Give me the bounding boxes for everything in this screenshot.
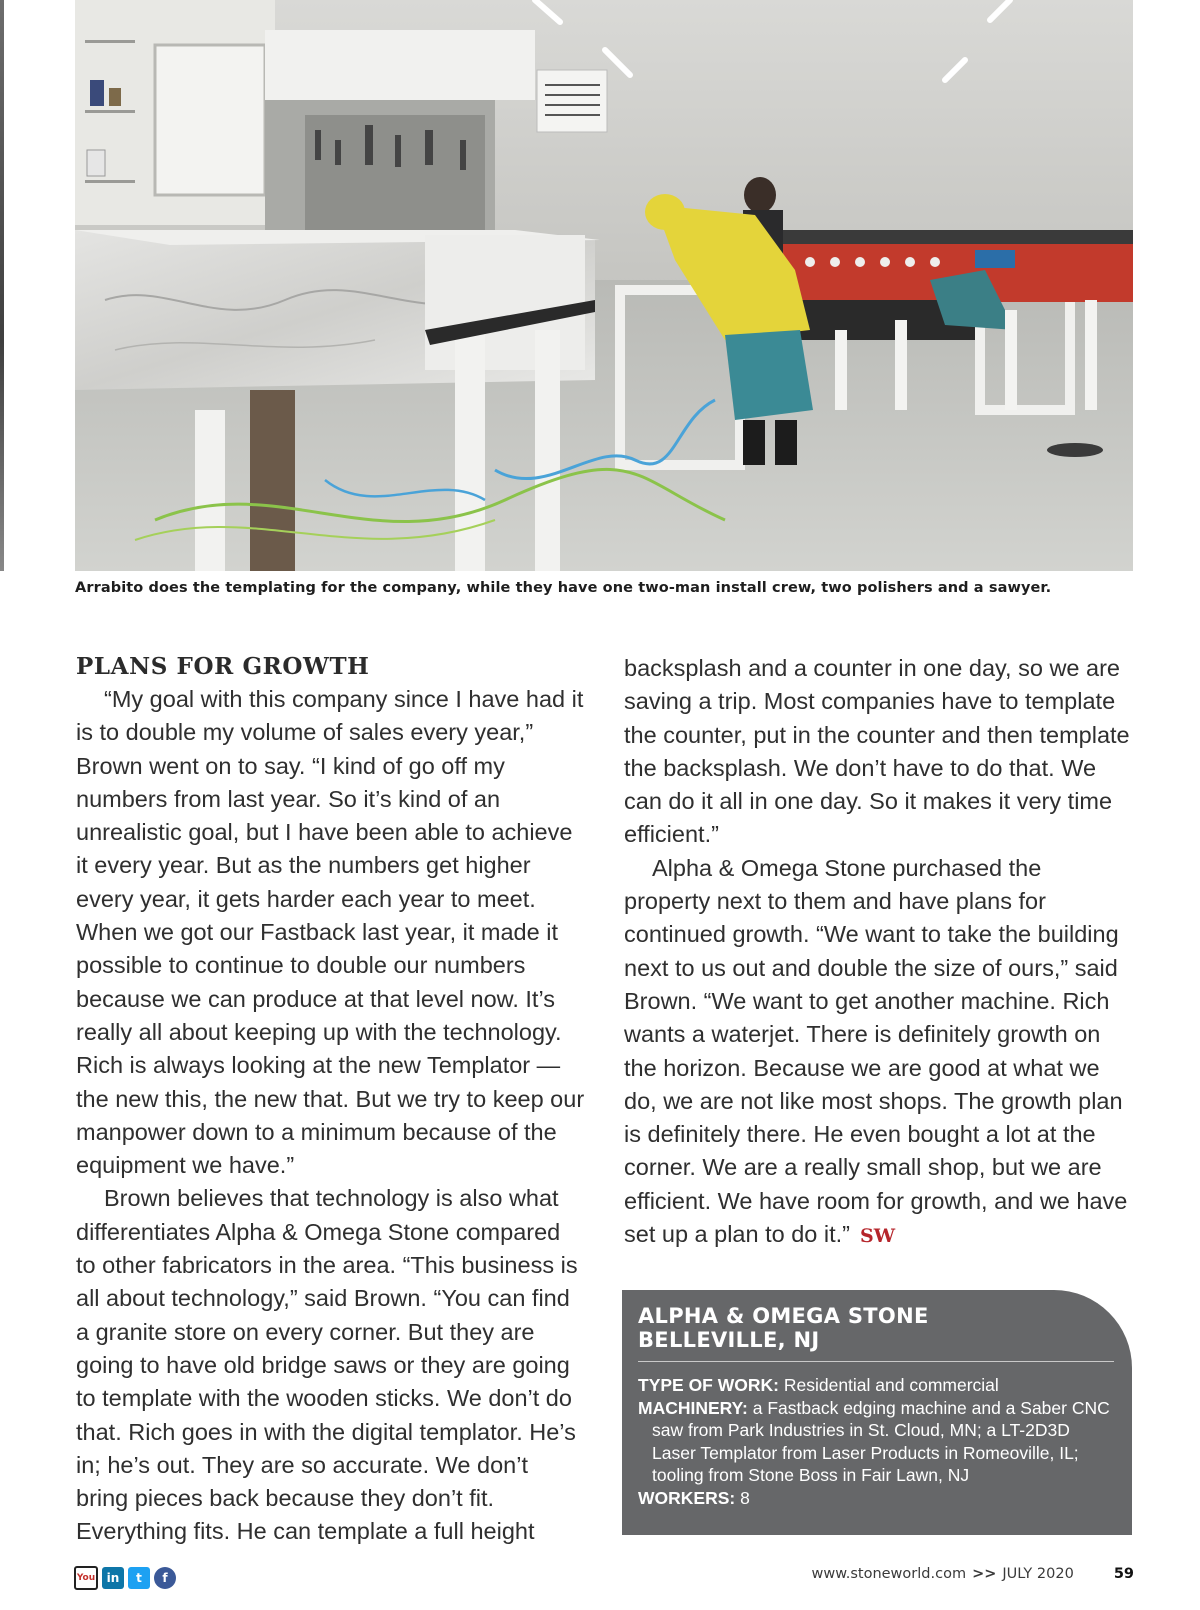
workers-value: 8 — [740, 1487, 750, 1508]
workers-label: WORKERS: — [638, 1487, 736, 1508]
article-paragraph-final — [624, 852, 1134, 1254]
factbox-workers — [638, 1487, 1114, 1510]
article-paragraph: Brown believes that technology is also what differentiates Alpha & Omega Stone compared to other fabricators in the area. “This business is all about technology,” said Brown. “You can find a granite store on every corner. But they are going to have old bridge saws or they are going to template with the wooden sticks. We don’t do that. Rich goes in with the digital templator. He’s in; he’s out. They are so accurate. We don’t bring pieces back because they don’t fit. Everything fits. He can template a full height — [76, 1185, 578, 1545]
machinery-label: MACHINERY: — [638, 1397, 748, 1418]
photo-caption: Arrabito does the templating for the company, while they have one two-man install crew, two polishers and a sawyer. — [75, 580, 1052, 596]
sw-end-mark: SW — [860, 1225, 896, 1248]
type-of-work-value: Residential and commercial — [783, 1375, 999, 1395]
facebook-icon[interactable]: f — [154, 1567, 176, 1589]
factbox-location: BELLEVILLE, NJ — [638, 1328, 820, 1352]
footer-separator: >> — [972, 1566, 997, 1582]
factbox-type-of-work — [638, 1374, 1114, 1397]
page-footer — [811, 1566, 1134, 1582]
company-fact-box — [622, 1290, 1132, 1535]
machinery-value: a Fastback edging machine and a Saber CNC saw from Park Industries in St. Cloud, MN; a LT-2D3D Laser Templator from Laser Products in Romeoville, IL; tooling from Stone Boss in Fair Lawn, NJ — [652, 1397, 1110, 1485]
article-paragraph: “My goal with this company since I have had it is to double my volume of sales every year,” Brown went on to say. “I kind of go off my numbers from last year. So it’s kind of an unrealistic goal, but I have been able to achieve it every year. But as the numbers get higher every year, it gets harder each year to meet. When we got our Fastback last year, it made it possible to continue to double our numbers because we can produce at that level now. It’s really all about keeping up with the technology. Rich is always looking at the new Templator — the new this, the new that. But we try to keep our manpower down to a minimum because of the equipment we have.” — [76, 686, 585, 1179]
factbox-divider — [638, 1361, 1114, 1362]
article-right-column — [624, 652, 1134, 1253]
twitter-icon[interactable]: t — [128, 1567, 150, 1589]
factbox-title — [638, 1304, 1114, 1352]
section-heading: PLANS FOR GROWTH — [76, 653, 370, 680]
issue-date: JULY 2020 — [1002, 1566, 1074, 1582]
article-paragraph: backsplash and a counter in one day, so we are saving a trip. Most companies have to template the counter, put in the counter and then template the backsplash. We don’t have to do that. We can do it all in one day. So it makes it very time efficient.” — [624, 655, 1130, 848]
factbox-machinery — [638, 1397, 1114, 1487]
type-of-work-label: TYPE OF WORK: — [638, 1375, 779, 1395]
page-number: 59 — [1113, 1566, 1134, 1582]
youtube-icon[interactable]: You — [74, 1566, 98, 1590]
article-paragraph-text: Alpha & Omega Stone purchased the property next to them and have plans for continued growth. “We want to take the building next to us out and double the size of ours,” said Brown. “We want to get another machine. Rich wants a waterjet. There is definitely growth on the horizon. Because we are good at what we do, we are not like most shops. The growth plan is definitely there. He even bought a lot at the corner. We are a really small shop, but we are efficient. We have room for growth, and we have set up a plan to do it.” — [624, 854, 1128, 1248]
adjacent-page-edge — [0, 0, 4, 571]
website-link[interactable]: www.stoneworld.com — [811, 1566, 967, 1582]
article-left-column — [76, 651, 586, 1549]
social-icons — [74, 1566, 176, 1590]
linkedin-icon[interactable]: in — [102, 1567, 124, 1589]
workshop-photo — [75, 0, 1133, 571]
factbox-company-name: ALPHA & OMEGA STONE — [638, 1304, 929, 1328]
